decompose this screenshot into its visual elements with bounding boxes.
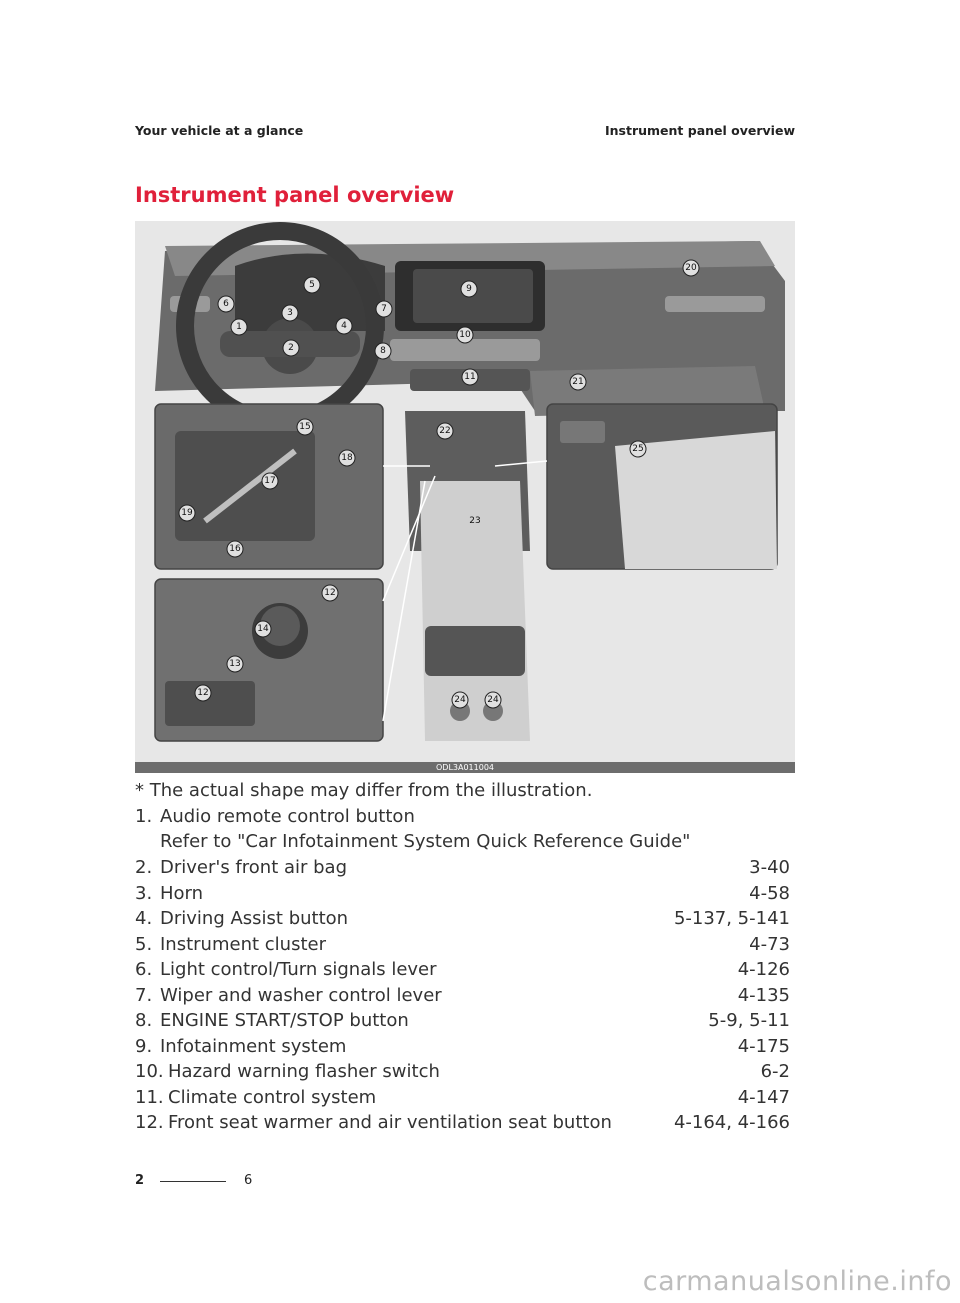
- callout-label: 17: [264, 476, 276, 486]
- item-number: 11.: [135, 1086, 164, 1108]
- item-label: Audio remote control button: [160, 806, 415, 827]
- callout-label: 10: [459, 330, 471, 340]
- callout-label: 25: [632, 444, 644, 454]
- item-label: Wiper and washer control lever: [160, 984, 442, 1006]
- item-number: 4.: [135, 908, 153, 929]
- item-number: 3.: [135, 882, 153, 904]
- callout-label: 18: [341, 453, 353, 463]
- callout-label: 19: [181, 508, 193, 518]
- list-item: [135, 908, 790, 934]
- callout-label: 5: [309, 280, 315, 290]
- figure-code: ODL3A011004: [135, 762, 795, 773]
- list-item: [135, 806, 790, 857]
- item-label: Front seat warmer and air ventilation seat button: [168, 1112, 612, 1133]
- callout-label: 8: [380, 346, 386, 356]
- item-page-ref: 6-2: [760, 1061, 790, 1082]
- item-number: 12.: [135, 1112, 164, 1133]
- item-label: Driver's front air bag: [160, 857, 348, 878]
- list-item: [135, 1061, 790, 1087]
- list-item: [135, 1087, 790, 1113]
- item-label: ENGINE START/STOP button: [160, 1010, 409, 1031]
- component-list: [135, 806, 790, 1138]
- list-item: [135, 1112, 790, 1138]
- item-page-ref: 4-58: [749, 882, 790, 904]
- item-reference-note: Refer to "Car Infotainment System Quick Reference Guide": [160, 831, 691, 852]
- item-label: Climate control system: [168, 1086, 377, 1108]
- item-page-ref: 4-73: [749, 933, 790, 955]
- callout-label: 15: [299, 422, 311, 432]
- callout-label: 24: [487, 695, 499, 705]
- instrument-panel-illustration: [135, 221, 795, 773]
- item-page-ref: 5-9, 5-11: [708, 1010, 790, 1031]
- running-header-section: Your vehicle at a glance: [135, 123, 304, 138]
- list-item: [135, 934, 790, 960]
- callout-label: 6: [223, 299, 229, 309]
- callout-label: 1: [236, 322, 242, 332]
- item-number: 8.: [135, 1010, 153, 1031]
- callout-label: 21: [572, 377, 584, 387]
- list-item: [135, 883, 790, 909]
- item-page-ref: 3-40: [749, 857, 790, 878]
- item-label: Driving Assist button: [160, 908, 349, 929]
- item-number: 7.: [135, 984, 153, 1006]
- item-page-ref: 4-147: [737, 1086, 790, 1108]
- item-number: 6.: [135, 959, 153, 980]
- item-page-ref: 4-135: [737, 984, 790, 1006]
- callout-label: 3: [287, 308, 293, 318]
- illustration-note: * The actual shape may differ from the illustration.: [135, 780, 593, 801]
- callout-label: 23: [469, 516, 481, 526]
- list-item: [135, 985, 790, 1011]
- item-label: Light control/Turn signals lever: [160, 959, 437, 980]
- item-label: Hazard warning flasher switch: [168, 1061, 440, 1082]
- callout-label: 13: [229, 659, 241, 669]
- item-page-ref: 4-126: [737, 959, 790, 980]
- item-number: 1.: [135, 806, 153, 827]
- callout-label: 12: [324, 588, 336, 598]
- item-number: 2.: [135, 857, 153, 878]
- callout-label: 12: [197, 688, 209, 698]
- item-label: Instrument cluster: [160, 933, 326, 955]
- list-item: [135, 1036, 790, 1062]
- site-watermark: carmanualsonline.info: [642, 1266, 952, 1297]
- footer-page-number: 6: [244, 1173, 253, 1188]
- callout-label: 16: [229, 544, 241, 554]
- footer-section-number: 2: [135, 1173, 145, 1188]
- list-item: [135, 959, 790, 985]
- item-number: 5.: [135, 933, 153, 955]
- dashboard-drawing: [135, 221, 795, 762]
- callout-label: 14: [257, 624, 269, 634]
- item-label: Infotainment system: [160, 1035, 347, 1057]
- list-item: [135, 857, 790, 883]
- running-header-topic: Instrument panel overview: [605, 123, 795, 138]
- item-page-ref: 5-137, 5-141: [673, 908, 790, 929]
- callout-label: 11: [464, 372, 476, 382]
- callout-label: 20: [685, 263, 697, 273]
- item-label: Horn: [160, 882, 204, 904]
- page-title: Instrument panel overview: [135, 183, 455, 207]
- callout-label: 22: [439, 426, 451, 436]
- callout-label: 7: [381, 304, 387, 314]
- item-page-ref: 4-164, 4-166: [673, 1112, 790, 1133]
- item-number: 9.: [135, 1035, 153, 1057]
- callout-label: 9: [466, 284, 472, 294]
- list-item: [135, 1010, 790, 1036]
- item-page-ref: 4-175: [737, 1035, 790, 1057]
- callout-label: 24: [454, 695, 466, 705]
- item-number: 10.: [135, 1061, 164, 1082]
- callout-label: 4: [341, 321, 347, 331]
- footer-divider: [160, 1181, 226, 1182]
- callout-label: 2: [288, 343, 294, 353]
